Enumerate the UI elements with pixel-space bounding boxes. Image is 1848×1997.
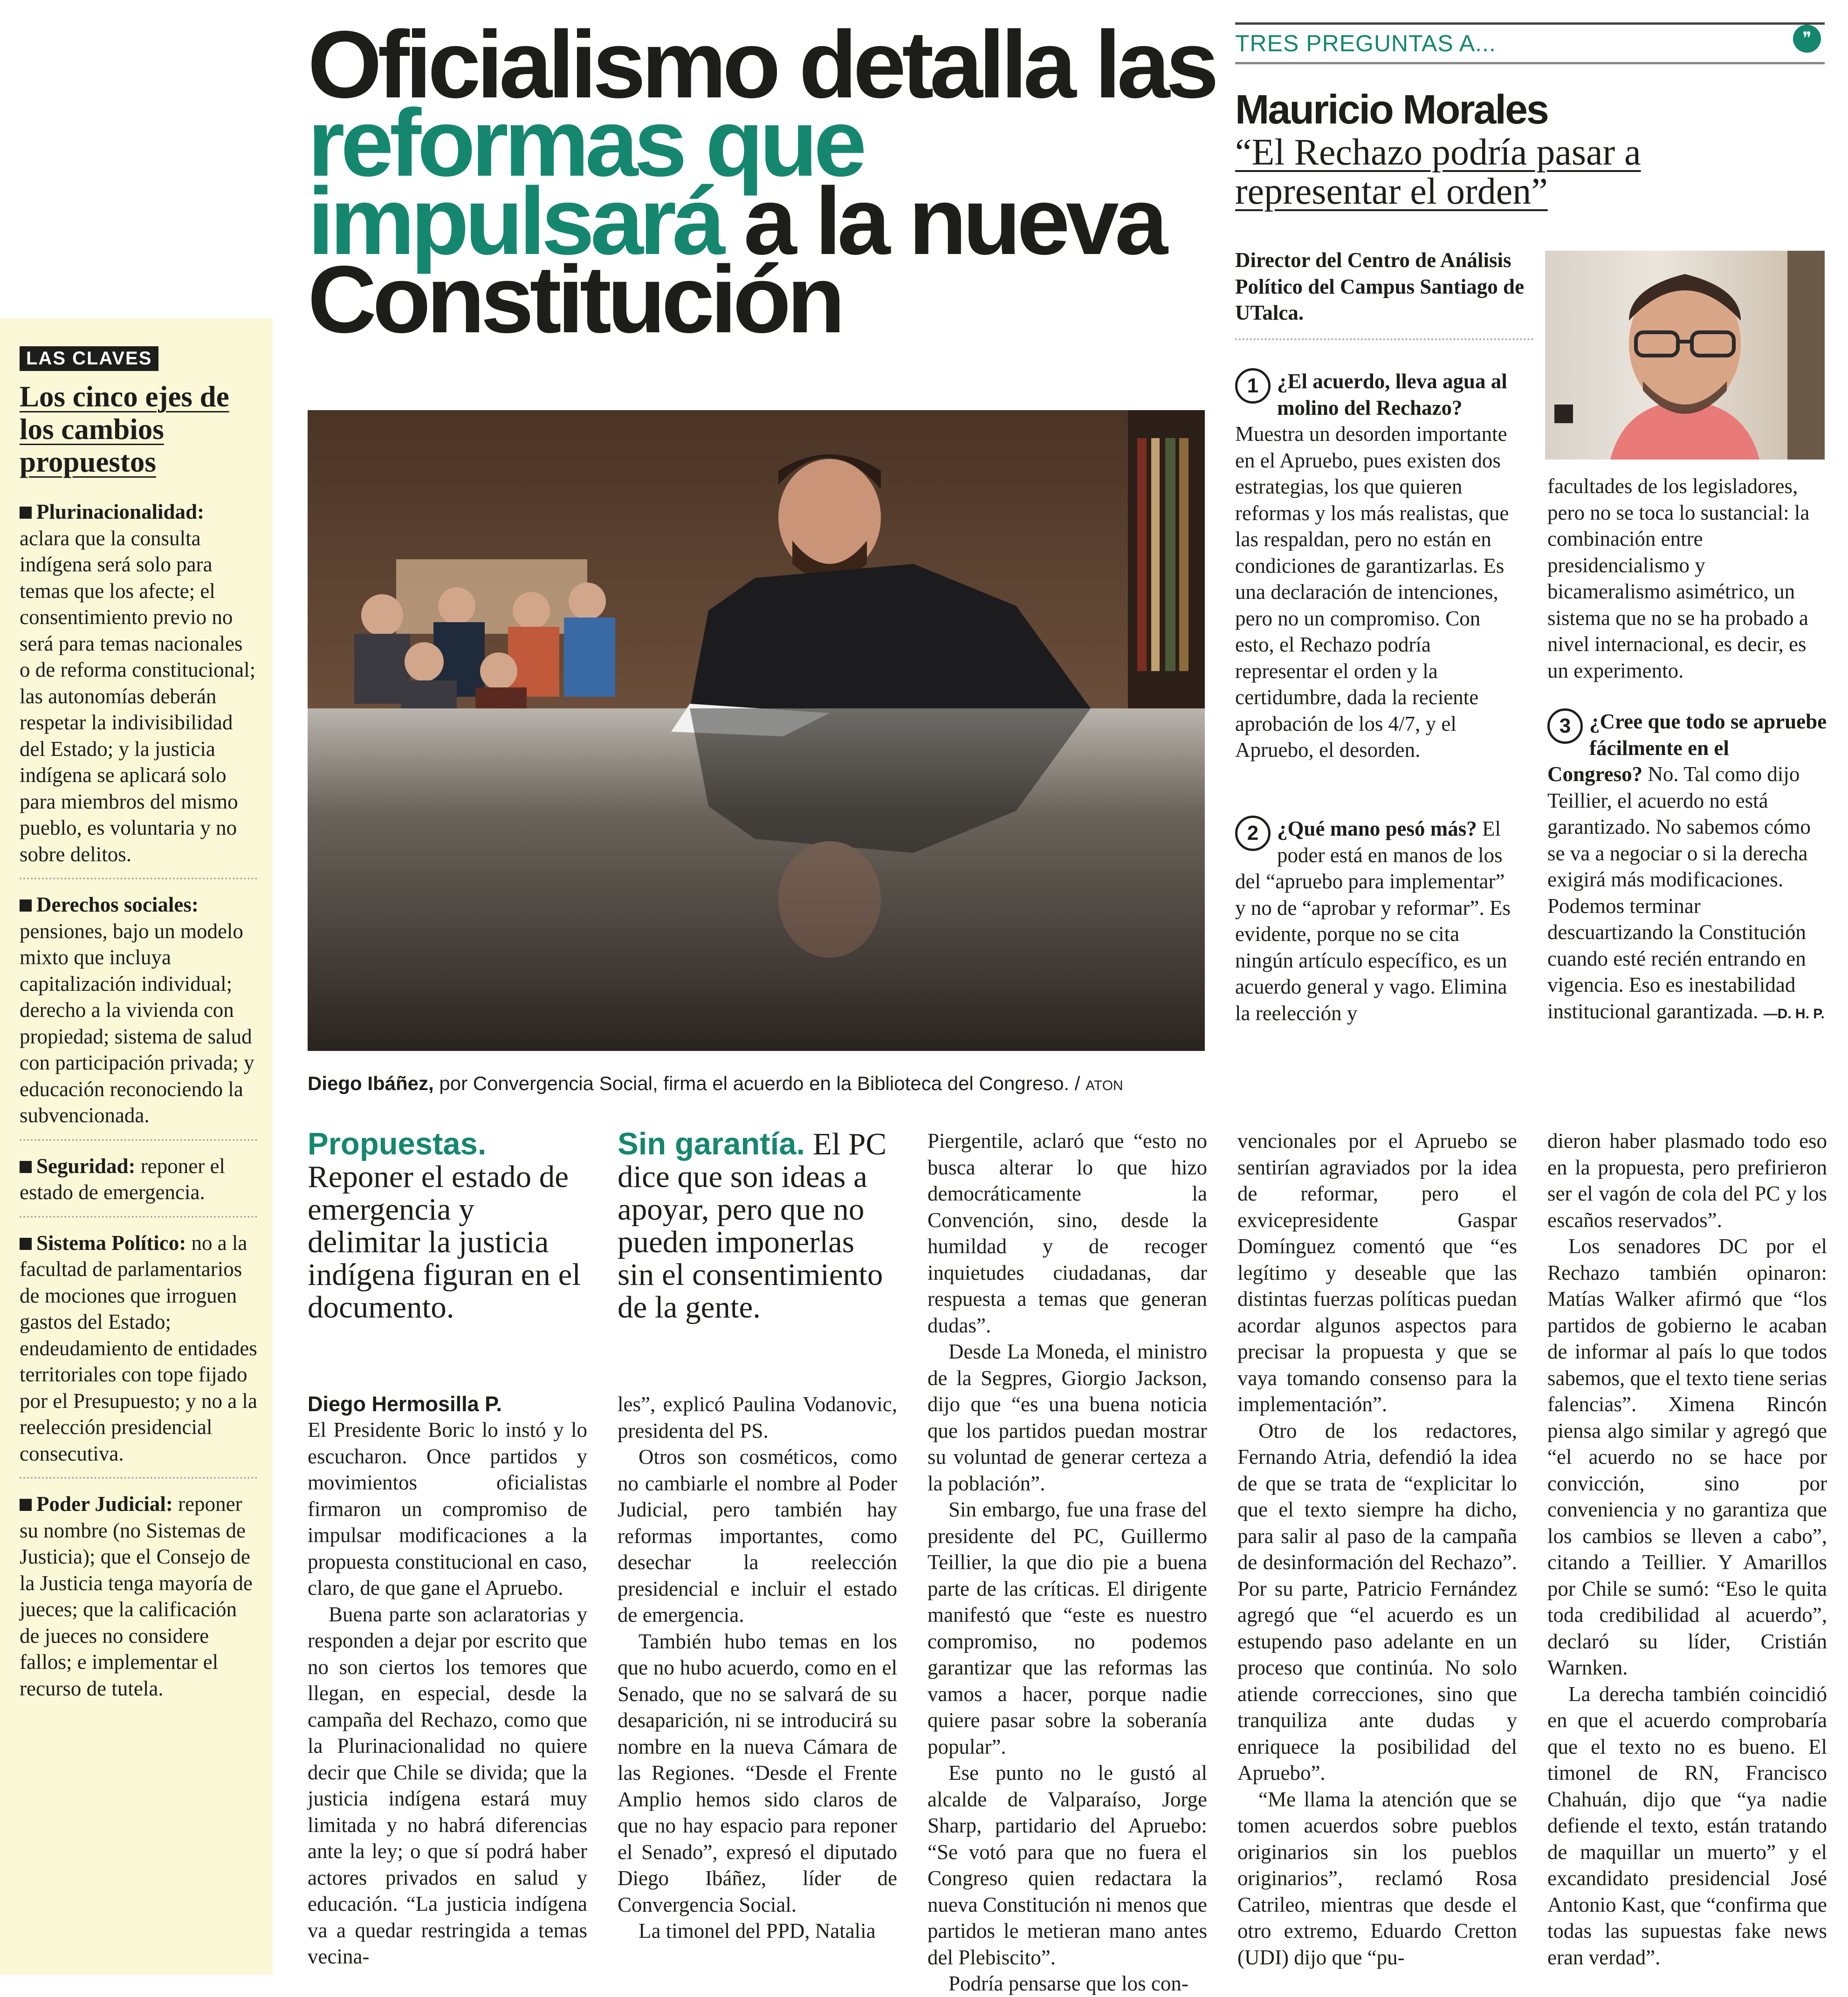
- sidebar-item: [20, 1226, 257, 1479]
- headline: [308, 11, 1216, 353]
- article-paragraph: Podría pensarse que los con-: [948, 1972, 1188, 1995]
- headline-part2: a la nueva Constitución: [308, 168, 1164, 353]
- main-photo: [308, 410, 1205, 1051]
- bullet-square-icon: [20, 1238, 32, 1250]
- bullet-square-icon: [20, 1499, 32, 1511]
- interviewee-role: Director del Centro de Análisis Político del Campus Santiago de UTalca.: [1235, 247, 1533, 340]
- article-paragraph: El Presidente Boric lo instó y lo escucharon. Once partidos y movimientos oficialistas firmaron un compromiso de impulsar modificaciones a la propuesta constitucional en caso, claro, de que gane el Apruebo.: [308, 1418, 587, 1599]
- question-text: ¿El acuerdo, lleva agua al molino del Rechazo?: [1277, 370, 1507, 419]
- sidebar-item-label: Plurinacionalidad:: [36, 500, 205, 523]
- sidebar-item-label: Sistema Político:: [36, 1231, 186, 1255]
- bullet-square-icon: [20, 1161, 32, 1173]
- photo-caption: [308, 1072, 1221, 1098]
- photo-credit: ATON: [1085, 1078, 1123, 1093]
- deck-lead: Propuestas.: [308, 1126, 487, 1161]
- answer-text: El poder está en manos de los del “apruebo para implementar” y no de “aprobar y reformar”. Es evidente, porque no se cita ningún artículo específico, es un acuerdo general y vago. Elimina la reelección y: [1235, 817, 1511, 1025]
- sidebar-item-text: no a la facultad de parlamentarios de mociones que irroguen gastos del Estado; endeudamiento de entidades territoriales con tope fijado por el Presupuesto; y no a la reelección presidencial consecutiva.: [20, 1231, 257, 1465]
- sidebar-item-text: reponer el estado de emergencia.: [20, 1154, 225, 1204]
- byline: Diego Hermosilla P.: [308, 1392, 502, 1416]
- portrait-illustration: [1545, 251, 1825, 460]
- caption-name: Diego Ibáñez,: [308, 1072, 434, 1094]
- bullet-square-icon: [20, 899, 32, 912]
- article-paragraph: dieron haber plasmado todo eso en la propuesta, pero prefirieron ser el vagón de cola del PC y los escaños reservados”.: [1547, 1129, 1827, 1232]
- article-paragraph: les”, explicó Paulina Vodanovic, presidenta del PS.: [618, 1393, 897, 1442]
- sidebar-item: [20, 1487, 257, 1712]
- question-text: ¿Cree que todo se apruebe fácilmente en el Congreso?: [1547, 710, 1827, 786]
- sidebar-item: [20, 495, 257, 879]
- sidebar-item-text: reponer su nombre (no Sistemas de Justicia); que el Consejo de la Justicia tenga mayoría de jueces; que la calificación de jueces no considere fallos; e implementar el recurso de tutela.: [20, 1492, 253, 1700]
- headline-part1: Oficialismo detalla las: [308, 11, 1215, 118]
- article-column-2: [618, 1391, 897, 1944]
- deck-lead: Sin garantía.: [618, 1126, 805, 1161]
- photo-illustration: [308, 410, 1205, 1051]
- article-paragraph: Piergentile, aclaró que “esto no busca alterar lo que hizo democráticamente la Convención, sino, desde la humildad y de recoger inquietudes ciudadanas, dar respuesta a temas que generan dudas”.: [927, 1129, 1207, 1337]
- question-number: 3: [1547, 708, 1583, 744]
- answer-2-continued: facultades de los legisladores, pero no se toca lo sustancial: la combinación entre presidencialismo y bicameralismo asimétrico, un sistema que no se ha probado a nivel internacional, es decir, es un experimento.: [1547, 474, 1810, 682]
- sidebar-item-label: Derechos sociales:: [36, 893, 199, 916]
- article-column-5: [1547, 1128, 1827, 1970]
- deck-propuestas: [308, 1128, 587, 1324]
- article-paragraph: La timonel del PPD, Natalia: [639, 1919, 876, 1942]
- question-3: [1547, 708, 1827, 1027]
- headline-highlight-2: impulsará: [308, 168, 721, 275]
- sidebar-title: Los cinco ejes de los cambios propuestos: [20, 380, 229, 478]
- interview-quote: “El Rechazo podría pasar a representar el orden”: [1235, 132, 1641, 212]
- bullet-square-icon: [20, 507, 32, 519]
- headline-highlight-1: reformas que: [308, 89, 863, 196]
- sidebar-item-text: pensiones, bajo un modelo mixto que incluya capitalización individual; derecho a la vivienda con propiedad; sistema de salud con participación privada; y educación reconociendo la subvencionada.: [20, 919, 254, 1127]
- article-paragraph: Otros son cosméticos, como no cambiarle el nombre al Poder Judicial, pero también hay reformas importantes, como desechar la reelección presidencial e incluir el estado de emergencia.: [618, 1445, 897, 1626]
- sidebar-tag: LAS CLAVES: [20, 346, 158, 371]
- article-column-1: [308, 1417, 587, 1970]
- sidebar-item-label: Seguridad:: [36, 1154, 136, 1178]
- article-column-4: [1237, 1128, 1517, 1970]
- interviewee-portrait: [1545, 251, 1825, 460]
- sidebar-item-text: aclara que la consulta indígena será solo para temas que los afecte; el consentimiento previo no será para temas nacionales o de reforma constitucional; las autonomías deberán respetar la indivisibilidad del Estado; y la justicia indígena se aplicará solo para miembros del mismo pueblo, es voluntaria y no sobre delitos.: [20, 526, 256, 866]
- article-paragraph: Otro de los redactores, Fernando Atria, defendió la idea de que se trata de “explicitar lo que el texto siempre ha dicho, para salir al paso de la campaña de desinformación del Rechazo”. Por su parte, Patricio Fernández agregó que “el acuerdo es un estupendo paso adelante en un proceso que continúa. No solo atiende correcciones, sino que tranquiliza ante dudas y enriquece la posibilidad del Apruebo”.: [1237, 1419, 1517, 1784]
- article-paragraph: La derecha también coincidió en que el acuerdo comprobaría que el texto no es bueno. El timonel de RN, Francisco Chahuán, dijo que “ya nadie defiende el texto, están tratando de maquillar un muerto” y el excandidato presidencial José Antonio Kast, que “confirma que todas las supuestas fake news eran verdad”.: [1547, 1682, 1827, 1969]
- sidebar-item: [20, 888, 257, 1141]
- deck-sin-garantia: [618, 1128, 897, 1324]
- article-paragraph: Los senadores DC por el Rechazo también opinaron: Matías Walker afirmó que “los partidos de gobierno le acaban de informar al país lo que todos sabemos, que el texto tiene serias falencias”. Ximena Rincón piensa algo similar y agregó que “el acuerdo no se hace por convicción, sino por conveniencia y no garantiza que los cambios se lleven a cabo”, citando a Teillier. Y Amarillos por Chile se sumó: “Eso le quita toda credibilidad al acuerdo”, declaró su líder, Cristián Warnken.: [1547, 1235, 1827, 1679]
- question-2: [1235, 816, 1515, 1026]
- article-paragraph: Ese punto no le gustó al alcalde de Valparaíso, Jorge Sharp, partidario del Apruebo: “Se votó para que no fuera el Congreso quien redactara la nueva Constitución ni menos que partidos le metieran mano antes del Plebiscito”.: [927, 1761, 1207, 1969]
- answer-text: Muestra un desorden importante en el Apruebo, pues existen dos estrategias, los que quieren reformas y los más realistas, que las respaldan, pero no están en condiciones de garantizarlas. Es una declaración de intenciones, pero no un compromiso. Con esto, el Rechazo podría representar el orden y la certidumbre, dada la reciente aprobación de los 4/7, y el Apruebo, el desorden.: [1235, 422, 1509, 762]
- key-points-sidebar: [0, 318, 273, 1975]
- sidebar-item: [20, 1149, 257, 1218]
- question-text: ¿Qué mano pesó más?: [1277, 817, 1477, 840]
- interviewee-name: Mauricio Morales: [1235, 86, 1548, 132]
- article-paragraph: Sin embargo, fue una frase del presidente del PC, Guillermo Teillier, la que dio pie a buena parte de las críticas. El dirigente manifestó que “este es nuestro compromiso, no podemos garantizar que las reformas las vamos a hacer, porque nadie quiere pasar sobre la soberanía popular”.: [927, 1498, 1207, 1758]
- caption-text: por Convergencia Social, firma el acuerdo en la Biblioteca del Congreso. /: [433, 1072, 1086, 1094]
- article-paragraph: “Me llama la atención que se tomen acuerdos sobre pueblos originarios sin los pueblos originarios”, reclamó Rosa Catrileo, mientras que desde el otro extremo, Eduardo Cretton (UDI) dijo que “pu-: [1237, 1787, 1517, 1969]
- question-1: [1235, 368, 1515, 763]
- question-number: 1: [1235, 368, 1271, 404]
- quote-badge-icon: ❞: [1793, 25, 1821, 53]
- article-paragraph: vencionales por el Apruebo se sentirían agraviados por la idea de reformar, pero el exvicepresidente Gaspar Domínguez comentó que “es legítimo y deseable que las distintas fuerzas políticas puedan acordar algunos aspectos para precisar la propuesta y que se vaya tomando consenso para la implementación”.: [1237, 1129, 1517, 1416]
- article-column-3: [927, 1128, 1207, 1997]
- question-number: 2: [1235, 816, 1271, 851]
- signature: —D. H. P.: [1763, 1006, 1825, 1022]
- deck-text: Reponer el estado de emergencia y delimitar la justicia indígena figuran en el documento.: [308, 1160, 581, 1324]
- article-paragraph: También hubo temas en los que no hubo acuerdo, como en el Senado, que no se salvará de su desaparición, ni se introducirá su nombre en la nueva Cámara de las Regiones. “Desde el Frente Amplio hemos sido claros de que no hay espacio para reponer el Senado”, expresó el diputado Diego Ibáñez, líder de Convergencia Social.: [618, 1629, 897, 1916]
- deck-text: El PC dice que son ideas a apoyar, pero que no pueden imponerlas sin el consentimiento de la gente.: [618, 1127, 887, 1324]
- answer-text: No. Tal como dijo Teillier, el acuerdo no está garantizado. No sabemos cómo se va a negociar o si la derecha exigirá más modificaciones. Podemos terminar descuartizando la Constitución cuando esté recién entrando en vigencia. Eso es inestabilidad institucional garantizada.: [1547, 762, 1811, 1023]
- interview-section-label: TRES PREGUNTAS A...: [1235, 30, 1496, 56]
- article-paragraph: Desde La Moneda, el ministro de la Segpres, Giorgio Jackson, dijo que “es una buena noticia que los partidos puedan mostrar su voluntad de generar certeza a la población”.: [927, 1340, 1207, 1495]
- sidebar-item-label: Poder Judicial:: [36, 1492, 173, 1516]
- article-paragraph: Buena parte son aclaratorias y responden a dejar por escrito que no son ciertos los temores que llegan, en especial, desde la campaña del Rechazo, como que la Plurinacionalidad no quiere decir que Chile se divida; que la justicia indígena estará muy limitada y no habrá diferencias ante la ley; o que sí podrá haber actores privados en salud y educación. “La justicia indígena va a quedar restringida a temas vecina-: [308, 1602, 587, 1968]
- interview-section-header: [1235, 22, 1825, 64]
